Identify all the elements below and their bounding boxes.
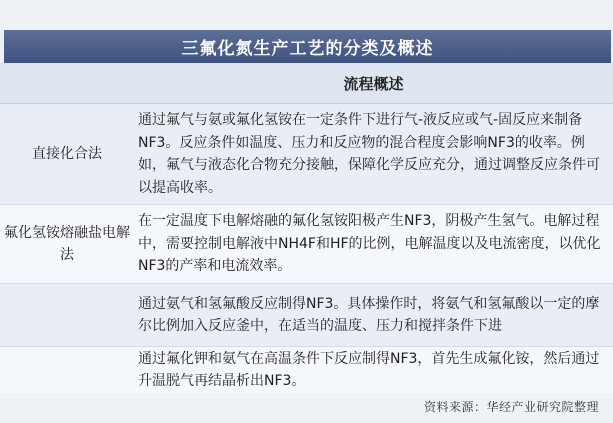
table-row xyxy=(0,284,613,347)
table-header-row xyxy=(0,63,613,104)
method-description-text: 在一定温度下电解熔融的氟化氢铵阳极产生NF3，阴极产生氢气。电解过程中，需要控制电解液中NH4F和HF的比例，电解温度以及电流密度，以优化NF3的产率和电流效率。 xyxy=(138,213,601,275)
source-note: 资料来源：华经产业研究院整理 xyxy=(423,400,599,414)
table-title: 三氟化氮生产工艺的分类及概述 xyxy=(4,30,611,63)
method-description-text: 通过氟化钾和氨气在高温条件下反应制得NF3，首先生成氟化铵，然后通过升温脱气再结晶析出NF3。 xyxy=(138,350,600,389)
method-description-text: 通过氟气与氨或氟化氢铵在一定条件下进行气-液反应或气-固反应来制备NF3。反应条件如温度、压力和反应物的混合程度会影响NF3的收率。例如，氟气与液态化合物充分接触，保障化学反应充分，通过调整反应条件可以提高收率。 xyxy=(138,112,600,196)
method-description xyxy=(138,205,608,283)
method-name: 氟化氢铵熔融盐电解法 xyxy=(4,225,130,263)
method-name: 直接化合法 xyxy=(32,146,102,162)
method-name xyxy=(0,347,134,393)
method-name xyxy=(0,284,134,346)
method-description xyxy=(138,347,608,393)
table-row xyxy=(0,104,613,205)
process-table xyxy=(0,63,613,393)
method-description xyxy=(138,104,608,204)
table-row xyxy=(0,347,613,393)
table-row xyxy=(0,205,613,284)
method-description-text: 通过氨气和氢氟酸反应制得NF3。具体操作时，将氨气和氢氟酸以一定的摩尔比例加入反应釜中，在适当的温度、压力和搅拌条件下进 xyxy=(138,295,600,334)
method-description xyxy=(138,284,608,346)
header-process-overview: 流程概述 xyxy=(343,74,404,93)
